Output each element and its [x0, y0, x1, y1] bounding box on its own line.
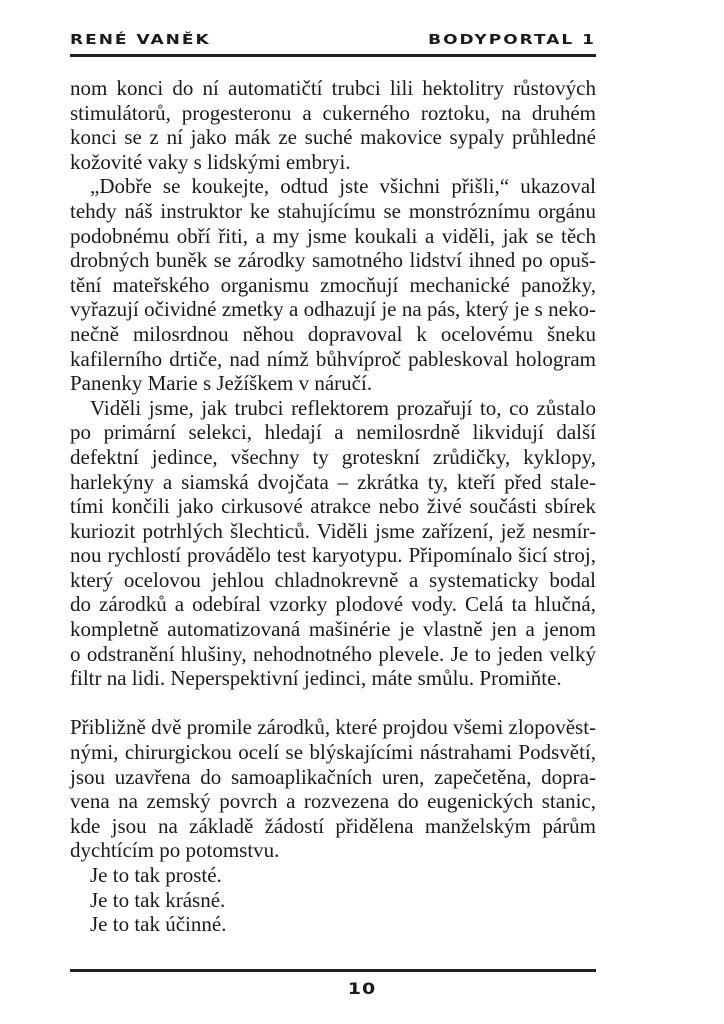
section-break — [70, 691, 596, 716]
paragraph — [70, 912, 596, 937]
text-line: Viděli jsme, jak trubci reflektorem prozařují to, co zůstalo — [90, 395, 596, 420]
text-line: Je to tak účinné. — [90, 912, 227, 937]
running-head — [70, 32, 596, 48]
paragraph — [70, 715, 596, 863]
text-line: kompletně automatizovaná mašinérie je vlastně jen a jenom — [70, 617, 596, 642]
text-line: konci se z ní jako mák ze suché makovice sypaly průhledné — [70, 125, 596, 150]
text-line: nečně milosrdnou něhou dopravoval k ocelovému šneku — [70, 321, 596, 346]
text-line: po primární selekci, hledají a nemilosrdně likvidují další — [70, 420, 596, 445]
text-line: drobných buněk se zárodky samotného lidství ihned po opuš- — [70, 248, 596, 273]
text-line: Je to tak krásné. — [90, 887, 226, 912]
text-line: nými, chirurgickou ocelí se blýskajícími nástrahami Podsvětí, — [70, 740, 596, 765]
text-line: defektní jedince, všechny ty groteskní zrůdičky, kyklopy, — [70, 444, 596, 469]
text-line: nou rychlostí provádělo test karyotypu. Připomínalo šicí stroj, — [70, 543, 596, 568]
text-line: jsou uzavřena do samoaplikačních uren, zapečetěna, dopra- — [70, 764, 596, 789]
text-line: vena na zemský povrch a rozvezena do eugenických stanic, — [70, 789, 596, 814]
body-text — [70, 76, 596, 937]
text-line: „Dobře se koukejte, odtud jste všichni přišli,“ ukazoval — [90, 174, 596, 199]
text-line: o odstranění hlušiny, nehodnotného plevele. Je to jeden velký — [70, 641, 596, 666]
text-line: který ocelovou jehlou chladnokrevně a systematicky bodal — [70, 567, 596, 592]
text-line: do zárodků a odebíral vzorky plodové vody. Celá ta hlučná, — [70, 592, 596, 617]
paragraph — [70, 174, 596, 395]
text-line: stimulátorů, progesteronu a cukerného roztoku, na druhém — [70, 100, 596, 125]
paragraph — [70, 863, 596, 888]
header-rule — [70, 54, 596, 57]
paragraph — [70, 76, 596, 174]
page-number: 10 — [347, 979, 377, 999]
paragraph — [70, 396, 596, 691]
text-line: tění mateřského organismu zmocňují mechanické panožky, — [70, 272, 596, 297]
text-line: kde jsou na základě žádostí přidělena manželským párům — [70, 813, 596, 838]
text-line: harlekýny a siamská dvojčata – zkrátka ty, kteří před stale- — [70, 469, 596, 494]
text-line: nom konci do ní automatičtí trubci lili hektolitry růstových — [70, 76, 596, 100]
text-line: kafilerního drtiče, nad nímž bůhvíproč pableskoval hologram — [70, 346, 596, 371]
text-line: Přibližně dvě promile zárodků, které projdou všemi zlopověst- — [70, 715, 597, 740]
text-line: kožovité vaky s lidskými embryi. — [70, 149, 351, 174]
text-line: vyřazují očividné zmetky a odhazují je na pás, který je s neko- — [70, 297, 596, 322]
paragraph — [70, 888, 596, 913]
text-line: Je to tak prosté. — [90, 863, 222, 887]
header-author: RENÉ VANĚK — [70, 32, 211, 48]
text-line: dychtícím po potomstvu. — [70, 838, 280, 863]
footer-rule — [70, 969, 596, 972]
header-book-title: BODYPORTAL 1 — [428, 32, 596, 48]
text-line: filtr na lidi. Neperspektivní jedinci, máte smůlu. Promiňte. — [70, 666, 562, 691]
text-line: Panenky Marie s Ježíškem v náručí. — [70, 371, 373, 396]
text-line: tími končili jako cirkusové atrakce nebo živé součásti sbírek — [70, 494, 596, 519]
text-line: kuriozit potrhlých šlechticů. Viděli jsme zařízení, jež nesmír- — [70, 518, 596, 543]
text-line: tehdy náš instruktor ke stahujícímu se monstróznímu orgánu — [70, 198, 596, 223]
text-line: podobnému obří řiti, a my jsme koukali a viděli, jak se těch — [70, 223, 596, 248]
